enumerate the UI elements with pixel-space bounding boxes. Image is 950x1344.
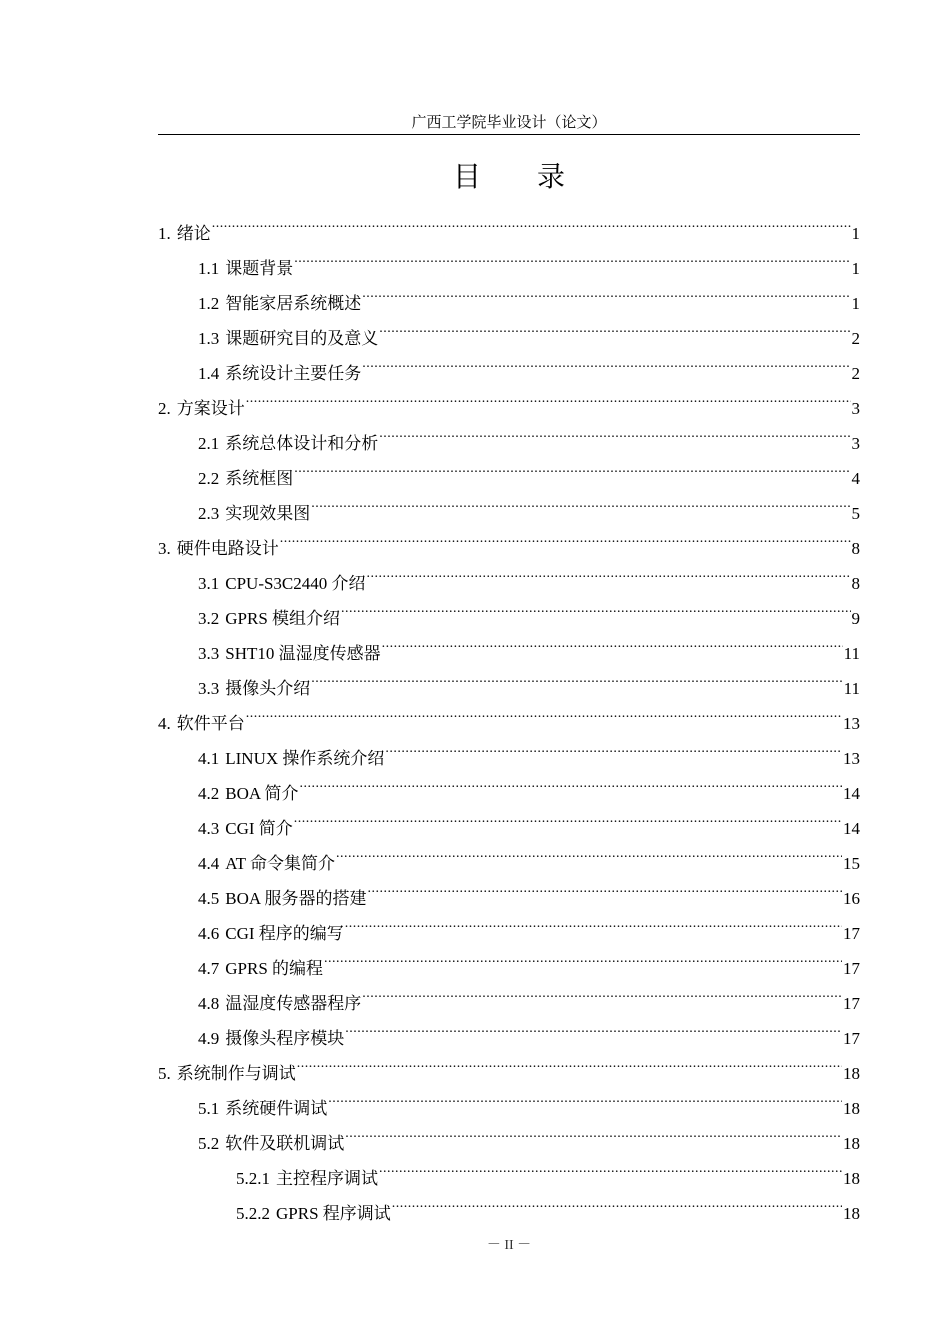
toc-entry-page: 17: [843, 924, 860, 943]
toc-entry-number: 1.3: [198, 329, 220, 348]
dot-leader: [362, 344, 850, 379]
dot-leader: [382, 624, 843, 659]
toc-entry-title: 系统设计主要任务: [225, 364, 362, 383]
dot-leader: [297, 1044, 842, 1079]
toc-entry-number: 4.7: [198, 959, 220, 978]
dot-leader: [385, 729, 842, 764]
toc-entry-page: 14: [843, 819, 860, 838]
toc-entry-title: 软件及联机调试: [225, 1134, 345, 1153]
toc-entry-page: 1: [851, 224, 860, 243]
toc-entry-number: 5.2.2: [236, 1204, 270, 1223]
dot-leader: [328, 1079, 842, 1114]
toc-entry-title: 实现效果图: [225, 504, 311, 523]
toc-entry-title: 主控程序调试: [276, 1169, 378, 1188]
toc-entry-page: 13: [843, 749, 860, 768]
toc-entry-title: BOA 服务器的搭建: [225, 889, 367, 908]
header-text: 广西工学院毕业设计（论文）: [411, 115, 607, 131]
dot-leader: [379, 1149, 842, 1184]
dot-leader: [341, 589, 850, 624]
toc-entry-number: 2.2: [198, 469, 220, 488]
toc-entry-title: 系统框图: [225, 469, 294, 488]
toc-entry-title: 课题研究目的及意义: [225, 329, 379, 348]
toc-entry-page: 8: [851, 574, 860, 593]
toc-entry-number: 3.3: [198, 644, 220, 663]
dot-leader: [345, 1114, 842, 1149]
toc-entry-number: 3.1: [198, 574, 220, 593]
toc-entry-number: 5.1: [198, 1099, 220, 1118]
toc-entry-number: 4.3: [198, 819, 220, 838]
dot-leader: [336, 834, 842, 869]
toc-entry-number: 4.9: [198, 1029, 220, 1048]
toc-entry[interactable]: [158, 729, 860, 768]
toc-entry-number: 5.2: [198, 1134, 220, 1153]
toc-entry-title: 方案设计: [176, 399, 245, 418]
dot-leader: [379, 309, 850, 344]
toc-entry-title: AT 命令集简介: [225, 854, 335, 873]
toc-entry-page: 13: [843, 714, 860, 733]
toc-entry-page: 9: [851, 609, 860, 628]
toc-entry-page: 2: [851, 364, 860, 383]
toc-entry-page: 2: [851, 329, 860, 348]
dot-leader: [299, 764, 842, 799]
toc-entry-title: 硬件电路设计: [176, 539, 279, 558]
toc-entry-title: BOA 简介: [225, 784, 299, 803]
toc-title: 目录: [452, 160, 621, 193]
dot-leader: [246, 379, 851, 414]
toc-entry-title: 摄像头程序模块: [225, 1029, 345, 1048]
dot-leader: [311, 659, 842, 694]
toc-entry-number: 3.2: [198, 609, 220, 628]
toc-entry-number: 5.2.1: [236, 1169, 270, 1188]
toc-entry-title: GPRS 的编程: [225, 959, 324, 978]
toc-entry-page: 4: [851, 469, 860, 488]
toc-entry-title: 软件平台: [176, 714, 245, 733]
dot-leader: [345, 904, 842, 939]
toc-entry-number: 4.: [158, 714, 171, 733]
toc-entry-page: 8: [851, 539, 860, 558]
page-number: － II －: [486, 1238, 532, 1253]
toc-entry-title: CGI 简介: [225, 819, 293, 838]
dot-leader: [362, 974, 842, 1009]
toc-entry-page: 18: [843, 1134, 860, 1153]
toc-entry-page: 15: [843, 854, 860, 873]
toc-entry-title: LINUX 操作系统介绍: [225, 749, 385, 768]
toc-entry-title: 摄像头介绍: [225, 679, 311, 698]
toc-entry-page: 11: [843, 644, 860, 663]
toc-entry-number: 4.4: [198, 854, 220, 873]
toc-entry-number: 4.6: [198, 924, 220, 943]
toc-entry-number: 3.: [158, 539, 171, 558]
toc-entry-title: SHT10 温湿度传感器: [225, 644, 381, 663]
toc-entry-page: 17: [843, 1029, 860, 1048]
toc-entry-title: GPRS 模组介绍: [225, 609, 341, 628]
toc-entry-page: 1: [851, 294, 860, 313]
toc-entry-title: CPU-S3C2440 介绍: [225, 574, 366, 593]
dot-leader: [294, 449, 850, 484]
toc-entry-number: 3.3: [198, 679, 220, 698]
dot-leader: [311, 484, 850, 519]
page-header: [158, 112, 860, 135]
toc-entry-number: 1.: [158, 224, 171, 243]
toc-entry-page: 17: [843, 959, 860, 978]
toc-entry-number: 4.8: [198, 994, 220, 1013]
toc-entry-number: 1.1: [198, 259, 220, 278]
dot-leader: [212, 204, 851, 239]
dot-leader: [379, 414, 850, 449]
toc-entry-number: 4.2: [198, 784, 220, 803]
dot-leader: [367, 554, 851, 589]
toc-entry-title: 绪论: [176, 224, 211, 243]
toc-entry-page: 18: [843, 1064, 860, 1083]
dot-leader: [392, 1184, 842, 1219]
toc-entry-page: 3: [851, 399, 860, 418]
dot-leader: [345, 1009, 842, 1044]
toc-entry[interactable]: [158, 239, 860, 278]
toc-entry[interactable]: [158, 414, 860, 453]
toc-entry-number: 1.4: [198, 364, 220, 383]
toc-entry-number: 5.: [158, 1064, 171, 1083]
dot-leader: [367, 869, 842, 904]
toc-entry-page: 14: [843, 784, 860, 803]
toc-entry-title: 系统制作与调试: [176, 1064, 296, 1083]
toc-entry-number: 2.: [158, 399, 171, 418]
dot-leader: [294, 239, 850, 274]
dot-leader: [246, 694, 842, 729]
toc-entry[interactable]: [158, 694, 860, 733]
toc-list: [158, 204, 860, 1223]
toc-entry-page: 18: [843, 1204, 860, 1223]
toc-entry-title: 系统硬件调试: [225, 1099, 328, 1118]
toc-entry-page: 11: [843, 679, 860, 698]
toc-entry-page: 18: [843, 1169, 860, 1188]
toc-entry-number: 4.5: [198, 889, 220, 908]
toc-entry-page: 5: [851, 504, 860, 523]
dot-leader: [362, 274, 850, 309]
dot-leader: [324, 939, 842, 974]
toc-entry-number: 2.3: [198, 504, 220, 523]
toc-entry-number: 1.2: [198, 294, 220, 313]
toc-entry-number: 4.1: [198, 749, 220, 768]
toc-entry-title: 课题背景: [225, 259, 294, 278]
toc-entry-page: 1: [851, 259, 860, 278]
toc-entry-title: CGI 程序的编写: [225, 924, 344, 943]
toc-entry[interactable]: [158, 379, 860, 418]
toc-entry-title: 温湿度传感器程序: [225, 994, 362, 1013]
toc-entry-page: 17: [843, 994, 860, 1013]
toc-entry-page: 3: [851, 434, 860, 453]
toc-entry-title: GPRS 程序调试: [276, 1204, 391, 1223]
dot-leader: [294, 799, 842, 834]
toc-entry-page: 16: [843, 889, 860, 908]
toc-entry-page: 18: [843, 1099, 860, 1118]
toc-entry[interactable]: [158, 204, 860, 243]
toc-entry-title: 智能家居系统概述: [225, 294, 362, 313]
dot-leader: [280, 519, 851, 554]
toc-entry-number: 2.1: [198, 434, 220, 453]
toc-entry-title: 系统总体设计和分析: [225, 434, 379, 453]
